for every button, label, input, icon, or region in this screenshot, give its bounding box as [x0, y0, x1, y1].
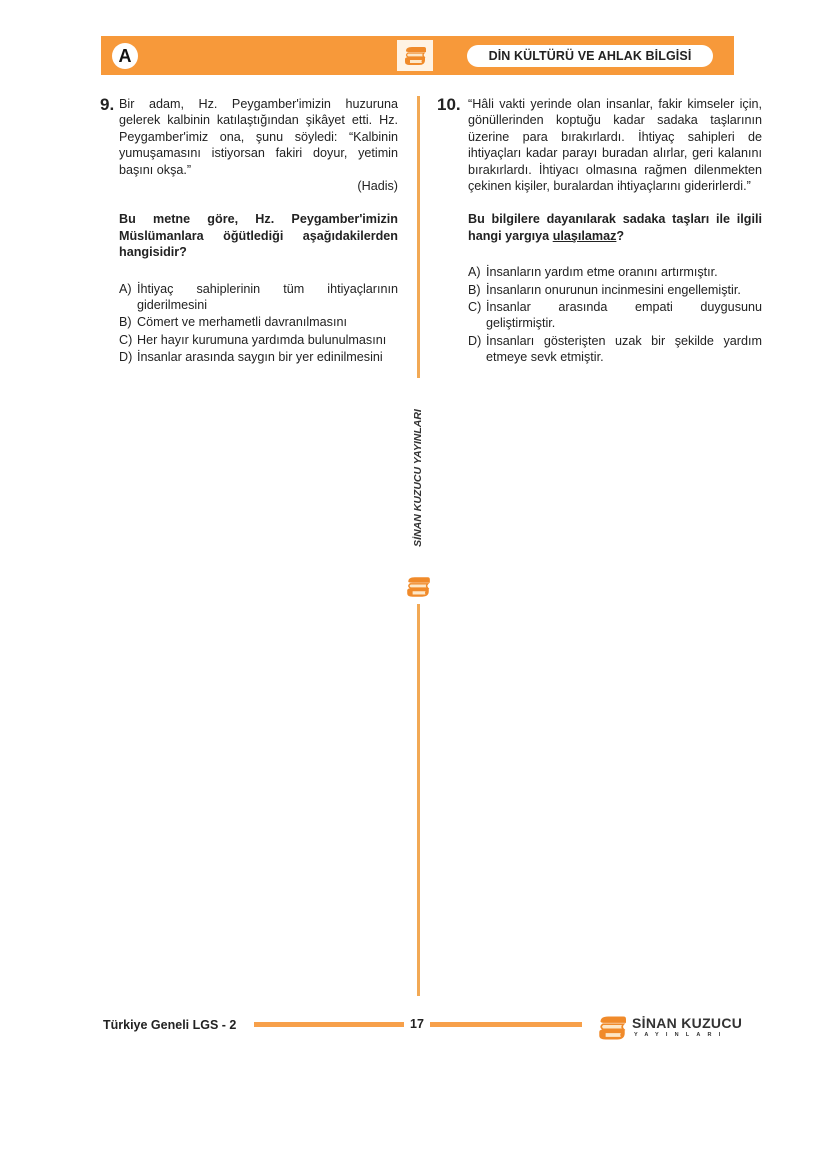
prompt-text: Bu bilgilere dayanılarak sadaka taşları ile ilgili hangi yargıya [468, 212, 762, 243]
brand-subtitle: YAYINLARI [634, 1032, 728, 1038]
option-text: İnsanları gösterişten uzak bir şekilde yardım etmeye sevk etmiştir. [486, 333, 762, 365]
option-text: İnsanların onurunun incinmesini engellemiştir. [486, 282, 741, 297]
option-a[interactable] [119, 281, 398, 314]
option-d[interactable] [119, 349, 398, 365]
publisher-vertical-text: SİNAN KUZUCU YAYINLARI [412, 409, 425, 547]
question-9 [119, 96, 398, 367]
question-prompt [468, 211, 762, 244]
option-a[interactable] [468, 264, 762, 280]
option-letter: B) [119, 315, 132, 330]
prompt-end: ? [616, 228, 625, 243]
option-letter: D) [468, 333, 482, 348]
subject-title: DİN KÜLTÜRÜ VE AHLAK BİLGİSİ [467, 45, 713, 67]
option-letter: A) [468, 265, 481, 280]
exam-name: Türkiye Geneli LGS - 2 [103, 1018, 237, 1032]
column-divider-bottom [417, 604, 420, 996]
question-10 [468, 96, 762, 367]
column-divider-top [417, 96, 420, 378]
option-text: İnsanların yardım etme oranını artırmıştır. [486, 265, 718, 280]
option-b[interactable] [468, 282, 762, 298]
footer-bar-left [254, 1022, 404, 1027]
question-number: 10. [437, 95, 461, 114]
option-c[interactable] [468, 299, 762, 332]
option-c[interactable] [119, 332, 398, 348]
page-number: 17 [410, 1017, 424, 1031]
question-passage: “Hâli vakti yerinde olan insanlar, fakir kimseler için, gönüllerinden koptuğu kadar sadaka taşlarının üzerine para bırakırlardı. İhtiyaç sahipleri de ihtiyaçları kadar parayı buradan alırlar, geri kalanını bırakırlardı. İhtiyacı olmasına rağmen dilenmekten çekinen kişiler, buralardan ihtiyaçlarını giderirlerdi.” [468, 97, 762, 194]
footer-bar-right [430, 1022, 582, 1027]
publisher-vertical-label [403, 388, 433, 568]
question-passage: Bir adam, Hz. Peygamber'imizin huzuruna gelerek kalbinin katılaştığından şikâyet etti. Hz. Peygamber'imiz ona, şunu söyledi: “Kalbinin yumuşamasını istiyorsan fakiri doyur, yetimin başını okşa.” [119, 97, 398, 177]
books-stack-icon [404, 574, 432, 600]
option-letter: B) [468, 282, 481, 297]
option-letter: D) [119, 350, 133, 365]
option-letter: C) [468, 300, 482, 315]
option-b[interactable] [119, 314, 398, 330]
passage-source: (Hadis) [357, 179, 398, 194]
brand-name: SİNAN KUZUCU [632, 1015, 743, 1031]
answer-options [468, 264, 762, 365]
option-text: İhtiyaç sahiplerinin tüm ihtiyaçlarının giderilmesini [137, 281, 398, 313]
option-text: Her hayır kurumuna yardımda bulunulmasını [137, 332, 387, 347]
option-d[interactable] [468, 333, 762, 366]
question-number: 9. [100, 95, 115, 114]
books-stack-icon [397, 40, 433, 71]
section-badge: A [112, 43, 138, 69]
question-prompt: Bu metne göre, Hz. Peygamber'imizin Müslümanlara öğütlediği aşağıdakilerden hangisidir? [119, 212, 398, 260]
option-text: Cömert ve merhametli davranılmasını [137, 315, 347, 330]
answer-options [119, 281, 398, 366]
option-text: İnsanlar arasında empati duygusunu geliştirmiştir. [486, 300, 762, 331]
option-text: İnsanlar arasında saygın bir yer edinilmesini [137, 350, 383, 365]
option-letter: A) [119, 281, 132, 296]
option-letter: C) [119, 332, 133, 347]
prompt-emphasis: ulaşılamaz [552, 228, 617, 243]
books-stack-icon [594, 1014, 630, 1042]
